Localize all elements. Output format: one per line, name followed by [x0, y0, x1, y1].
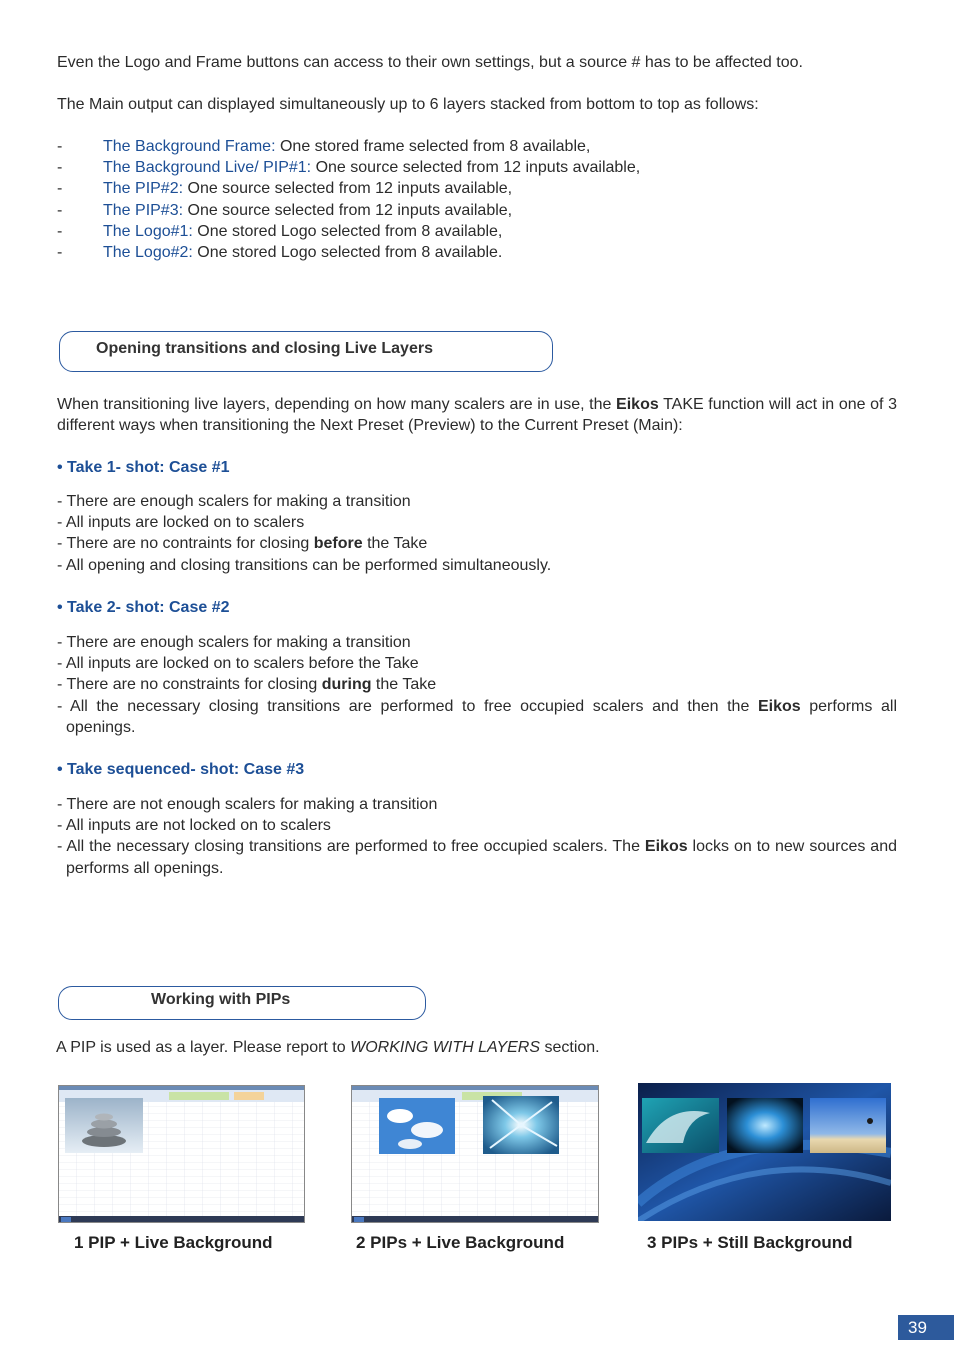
figure-3-caption: 3 PIPs + Still Background [647, 1233, 853, 1252]
case-2-list [57, 632, 897, 738]
layer-item: - The Logo#2: One stored Logo selected from 8 available. [57, 243, 503, 261]
case-1-title: • Take 1- shot: Case #1 [57, 459, 230, 476]
figure-3-screenshot [638, 1083, 891, 1221]
list-item: - There are no contraints for closing before the Take [57, 535, 428, 553]
list-item: - All inputs are locked on to scalers [57, 514, 305, 532]
figure-1-screenshot [58, 1085, 305, 1223]
section-heading-pips [58, 986, 426, 1020]
case-2-title: • Take 2- shot: Case #2 [57, 599, 230, 616]
section-heading-text: Working with PIPs [151, 991, 291, 1008]
layer-item: - The Logo#1: One stored Logo selected from 8 available, [57, 222, 503, 240]
list-item: - There are enough scalers for making a transition [57, 493, 411, 510]
case-3-list [57, 794, 897, 879]
section-heading-transitions [59, 331, 553, 372]
list-item: - All opening and closing transitions can be performed simultaneously. [57, 556, 552, 574]
list-item: - All inputs are locked on to scalers before the Take [57, 655, 419, 673]
intro-line-2: The Main output can displayed simultaneously up to 6 layers stacked from bottom to top as follows: [57, 96, 759, 113]
figure-1-caption: 1 PIP + Live Background [74, 1233, 273, 1252]
intro-line-1: Even the Logo and Frame buttons can access to their own settings, but a source # has to be affected too. [57, 54, 803, 71]
list-item: - There are enough scalers for making a transition [57, 634, 411, 651]
layer-item: - The PIP#3: One source selected from 12 inputs available, [57, 201, 513, 219]
case-1-list [57, 491, 897, 576]
list-item: - All the necessary closing transitions are performed to free occupied scalers and then the Eikos performs all openings. [57, 697, 897, 736]
layer-item: - The PIP#2: One source selected from 12 inputs available, [57, 180, 513, 198]
list-item: - All inputs are not locked on to scalers [57, 817, 331, 835]
figure-2-caption: 2 PIPs + Live Background [356, 1233, 565, 1252]
transitions-paragraph: When transitioning live layers, depending on how many scalers are in use, the Eikos TAKE function will act in one of 3 different ways when transitioning the Next Preset (Preview) to the Current Preset (Main): [57, 396, 898, 434]
figure-2-screenshot [351, 1085, 599, 1223]
layers-list [57, 136, 897, 263]
spreadsheet-pip-image [59, 1086, 305, 1223]
case-3-title: • Take sequenced- shot: Case #3 [57, 761, 305, 778]
pips-paragraph: A PIP is used as a layer. Please report to WORKING WITH LAYERS section. [56, 1039, 600, 1056]
page-number: 39 [898, 1315, 954, 1340]
spreadsheet-two-pips-image [352, 1086, 599, 1223]
list-item: - There are not enough scalers for making a transition [57, 796, 438, 813]
list-item: - All the necessary closing transitions are performed to free occupied scalers. The Eikos locks on to new sources and performs all openings. [57, 838, 897, 877]
section-heading-text: Opening transitions and closing Live Layers [96, 340, 433, 357]
list-item: - There are no constraints for closing during the Take [57, 676, 437, 694]
layer-item: - The Background Frame: One stored frame selected from 8 available, [57, 138, 591, 155]
layer-item: - The Background Live/ PIP#1: One source selected from 12 inputs available, [57, 159, 641, 177]
desktop-three-pips-image [638, 1083, 891, 1221]
